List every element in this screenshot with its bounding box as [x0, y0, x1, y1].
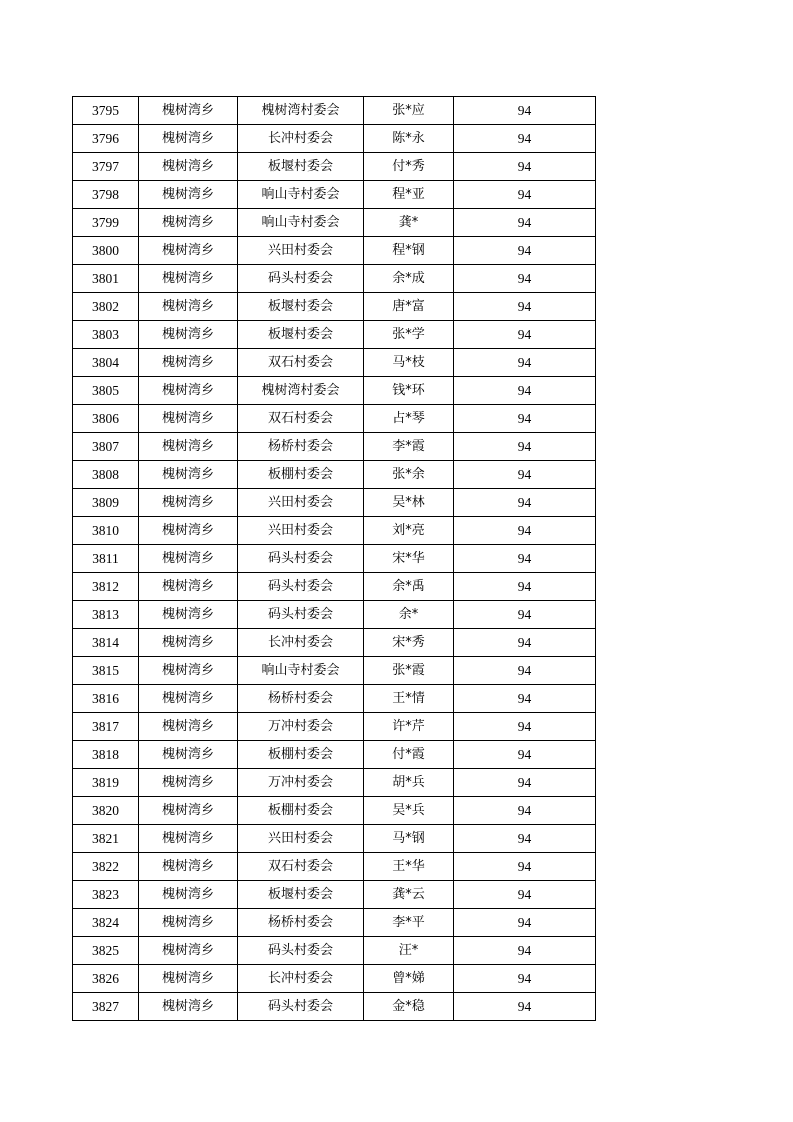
person-name-cell: 吴*兵 — [364, 797, 454, 825]
person-name-cell: 钱*环 — [364, 377, 454, 405]
row-index-cell: 3825 — [73, 937, 139, 965]
person-name-cell: 付*秀 — [364, 153, 454, 181]
table-row — [73, 321, 596, 349]
person-name-cell: 龚*云 — [364, 881, 454, 909]
township-cell: 槐树湾乡 — [139, 545, 238, 573]
person-name-cell: 宋*华 — [364, 545, 454, 573]
person-name-cell: 刘*亮 — [364, 517, 454, 545]
village-committee-cell: 长冲村委会 — [238, 629, 364, 657]
row-index-cell: 3798 — [73, 181, 139, 209]
village-committee-cell: 码头村委会 — [238, 265, 364, 293]
row-index-cell: 3821 — [73, 825, 139, 853]
village-committee-cell: 板棚村委会 — [238, 797, 364, 825]
row-index-cell: 3810 — [73, 517, 139, 545]
row-index-cell: 3818 — [73, 741, 139, 769]
township-cell: 槐树湾乡 — [139, 573, 238, 601]
table-row — [73, 377, 596, 405]
township-cell: 槐树湾乡 — [139, 489, 238, 517]
person-name-cell: 李*平 — [364, 909, 454, 937]
row-index-cell: 3820 — [73, 797, 139, 825]
village-committee-cell: 响山寺村委会 — [238, 209, 364, 237]
person-name-cell: 张*余 — [364, 461, 454, 489]
score-cell: 94 — [454, 265, 596, 293]
township-cell: 槐树湾乡 — [139, 349, 238, 377]
score-cell: 94 — [454, 125, 596, 153]
table-row — [73, 209, 596, 237]
table-row — [73, 433, 596, 461]
score-cell: 94 — [454, 349, 596, 377]
township-cell: 槐树湾乡 — [139, 741, 238, 769]
village-committee-cell: 杨桥村委会 — [238, 433, 364, 461]
village-committee-cell: 杨桥村委会 — [238, 685, 364, 713]
row-index-cell: 3805 — [73, 377, 139, 405]
township-cell: 槐树湾乡 — [139, 797, 238, 825]
score-cell: 94 — [454, 713, 596, 741]
table-row — [73, 965, 596, 993]
row-index-cell: 3817 — [73, 713, 139, 741]
person-name-cell: 程*钢 — [364, 237, 454, 265]
score-cell: 94 — [454, 601, 596, 629]
table-row — [73, 797, 596, 825]
table-row — [73, 517, 596, 545]
person-name-cell: 余*成 — [364, 265, 454, 293]
person-name-cell: 金*稳 — [364, 993, 454, 1021]
row-index-cell: 3826 — [73, 965, 139, 993]
person-name-cell: 程*亚 — [364, 181, 454, 209]
person-name-cell: 唐*富 — [364, 293, 454, 321]
score-cell: 94 — [454, 181, 596, 209]
row-index-cell: 3813 — [73, 601, 139, 629]
township-cell: 槐树湾乡 — [139, 517, 238, 545]
village-committee-cell: 板堰村委会 — [238, 321, 364, 349]
score-cell: 94 — [454, 237, 596, 265]
row-index-cell: 3819 — [73, 769, 139, 797]
table-row — [73, 265, 596, 293]
score-cell: 94 — [454, 657, 596, 685]
row-index-cell: 3802 — [73, 293, 139, 321]
village-committee-cell: 兴田村委会 — [238, 237, 364, 265]
table-row — [73, 741, 596, 769]
table-row — [73, 825, 596, 853]
score-cell: 94 — [454, 545, 596, 573]
village-committee-cell: 板棚村委会 — [238, 461, 364, 489]
row-index-cell: 3795 — [73, 97, 139, 125]
row-index-cell: 3800 — [73, 237, 139, 265]
village-committee-cell: 兴田村委会 — [238, 825, 364, 853]
table-row — [73, 937, 596, 965]
person-name-cell: 汪* — [364, 937, 454, 965]
row-index-cell: 3815 — [73, 657, 139, 685]
village-committee-cell: 板棚村委会 — [238, 741, 364, 769]
person-name-cell: 龚* — [364, 209, 454, 237]
person-name-cell: 王*华 — [364, 853, 454, 881]
person-name-cell: 宋*秀 — [364, 629, 454, 657]
village-committee-cell: 槐树湾村委会 — [238, 97, 364, 125]
township-cell: 槐树湾乡 — [139, 293, 238, 321]
person-name-cell: 马*钢 — [364, 825, 454, 853]
table-row — [73, 685, 596, 713]
table-row — [73, 489, 596, 517]
row-index-cell: 3797 — [73, 153, 139, 181]
table-row — [73, 545, 596, 573]
score-cell: 94 — [454, 993, 596, 1021]
table-row — [73, 657, 596, 685]
village-committee-cell: 码头村委会 — [238, 937, 364, 965]
table-row — [73, 769, 596, 797]
score-cell: 94 — [454, 629, 596, 657]
score-cell: 94 — [454, 909, 596, 937]
score-cell: 94 — [454, 377, 596, 405]
table-row — [73, 461, 596, 489]
township-cell: 槐树湾乡 — [139, 209, 238, 237]
score-cell: 94 — [454, 209, 596, 237]
township-cell: 槐树湾乡 — [139, 125, 238, 153]
village-committee-cell: 码头村委会 — [238, 545, 364, 573]
row-index-cell: 3814 — [73, 629, 139, 657]
table-row — [73, 573, 596, 601]
person-name-cell: 张*应 — [364, 97, 454, 125]
table-row — [73, 405, 596, 433]
row-index-cell: 3822 — [73, 853, 139, 881]
table-row — [73, 237, 596, 265]
table-row — [73, 993, 596, 1021]
score-cell: 94 — [454, 517, 596, 545]
row-index-cell: 3816 — [73, 685, 139, 713]
village-committee-cell: 杨桥村委会 — [238, 909, 364, 937]
township-cell: 槐树湾乡 — [139, 377, 238, 405]
score-cell: 94 — [454, 825, 596, 853]
township-cell: 槐树湾乡 — [139, 97, 238, 125]
score-cell: 94 — [454, 321, 596, 349]
village-committee-cell: 码头村委会 — [238, 993, 364, 1021]
table-row — [73, 713, 596, 741]
village-committee-cell: 码头村委会 — [238, 573, 364, 601]
township-cell: 槐树湾乡 — [139, 937, 238, 965]
township-cell: 槐树湾乡 — [139, 181, 238, 209]
person-name-cell: 占*琴 — [364, 405, 454, 433]
table-row — [73, 881, 596, 909]
village-committee-cell: 板堰村委会 — [238, 153, 364, 181]
row-index-cell: 3812 — [73, 573, 139, 601]
roster-table-body — [73, 97, 596, 1021]
table-row — [73, 125, 596, 153]
township-cell: 槐树湾乡 — [139, 153, 238, 181]
person-name-cell: 余* — [364, 601, 454, 629]
village-committee-cell: 万冲村委会 — [238, 769, 364, 797]
village-committee-cell: 响山寺村委会 — [238, 657, 364, 685]
township-cell: 槐树湾乡 — [139, 713, 238, 741]
row-index-cell: 3804 — [73, 349, 139, 377]
score-cell: 94 — [454, 881, 596, 909]
village-committee-cell: 板堰村委会 — [238, 293, 364, 321]
score-cell: 94 — [454, 853, 596, 881]
score-cell: 94 — [454, 405, 596, 433]
village-committee-cell: 双石村委会 — [238, 853, 364, 881]
township-cell: 槐树湾乡 — [139, 237, 238, 265]
village-committee-cell: 兴田村委会 — [238, 489, 364, 517]
township-cell: 槐树湾乡 — [139, 769, 238, 797]
row-index-cell: 3807 — [73, 433, 139, 461]
score-cell: 94 — [454, 489, 596, 517]
table-row — [73, 349, 596, 377]
score-cell: 94 — [454, 937, 596, 965]
score-cell: 94 — [454, 797, 596, 825]
row-index-cell: 3796 — [73, 125, 139, 153]
person-name-cell: 马*枝 — [364, 349, 454, 377]
township-cell: 槐树湾乡 — [139, 825, 238, 853]
score-cell: 94 — [454, 741, 596, 769]
row-index-cell: 3823 — [73, 881, 139, 909]
score-cell: 94 — [454, 153, 596, 181]
township-cell: 槐树湾乡 — [139, 629, 238, 657]
village-committee-cell: 万冲村委会 — [238, 713, 364, 741]
table-row — [73, 181, 596, 209]
person-name-cell: 张*学 — [364, 321, 454, 349]
row-index-cell: 3803 — [73, 321, 139, 349]
township-cell: 槐树湾乡 — [139, 853, 238, 881]
score-cell: 94 — [454, 769, 596, 797]
person-name-cell: 李*霞 — [364, 433, 454, 461]
village-committee-cell: 长冲村委会 — [238, 965, 364, 993]
village-committee-cell: 长冲村委会 — [238, 125, 364, 153]
person-name-cell: 付*霞 — [364, 741, 454, 769]
person-name-cell: 吴*林 — [364, 489, 454, 517]
township-cell: 槐树湾乡 — [139, 433, 238, 461]
person-name-cell: 王*情 — [364, 685, 454, 713]
village-committee-cell: 双石村委会 — [238, 349, 364, 377]
township-cell: 槐树湾乡 — [139, 601, 238, 629]
person-name-cell: 张*霞 — [364, 657, 454, 685]
table-row — [73, 97, 596, 125]
row-index-cell: 3827 — [73, 993, 139, 1021]
village-committee-cell: 兴田村委会 — [238, 517, 364, 545]
township-cell: 槐树湾乡 — [139, 685, 238, 713]
township-cell: 槐树湾乡 — [139, 265, 238, 293]
score-cell: 94 — [454, 461, 596, 489]
row-index-cell: 3811 — [73, 545, 139, 573]
township-cell: 槐树湾乡 — [139, 993, 238, 1021]
score-cell: 94 — [454, 685, 596, 713]
township-cell: 槐树湾乡 — [139, 321, 238, 349]
township-cell: 槐树湾乡 — [139, 965, 238, 993]
village-committee-cell: 槐树湾村委会 — [238, 377, 364, 405]
township-cell: 槐树湾乡 — [139, 657, 238, 685]
row-index-cell: 3808 — [73, 461, 139, 489]
person-name-cell: 胡*兵 — [364, 769, 454, 797]
roster-table — [72, 96, 596, 1021]
table-row — [73, 629, 596, 657]
person-name-cell: 许*芹 — [364, 713, 454, 741]
table-row — [73, 853, 596, 881]
township-cell: 槐树湾乡 — [139, 461, 238, 489]
village-committee-cell: 板堰村委会 — [238, 881, 364, 909]
table-row — [73, 601, 596, 629]
village-committee-cell: 码头村委会 — [238, 601, 364, 629]
row-index-cell: 3799 — [73, 209, 139, 237]
township-cell: 槐树湾乡 — [139, 909, 238, 937]
township-cell: 槐树湾乡 — [139, 881, 238, 909]
row-index-cell: 3809 — [73, 489, 139, 517]
table-row — [73, 153, 596, 181]
township-cell: 槐树湾乡 — [139, 405, 238, 433]
row-index-cell: 3824 — [73, 909, 139, 937]
village-committee-cell: 响山寺村委会 — [238, 181, 364, 209]
score-cell: 94 — [454, 573, 596, 601]
person-name-cell: 曾*娣 — [364, 965, 454, 993]
row-index-cell: 3806 — [73, 405, 139, 433]
person-name-cell: 陈*永 — [364, 125, 454, 153]
table-row — [73, 293, 596, 321]
table-row — [73, 909, 596, 937]
person-name-cell: 余*禹 — [364, 573, 454, 601]
score-cell: 94 — [454, 965, 596, 993]
village-committee-cell: 双石村委会 — [238, 405, 364, 433]
score-cell: 94 — [454, 293, 596, 321]
score-cell: 94 — [454, 433, 596, 461]
row-index-cell: 3801 — [73, 265, 139, 293]
score-cell: 94 — [454, 97, 596, 125]
